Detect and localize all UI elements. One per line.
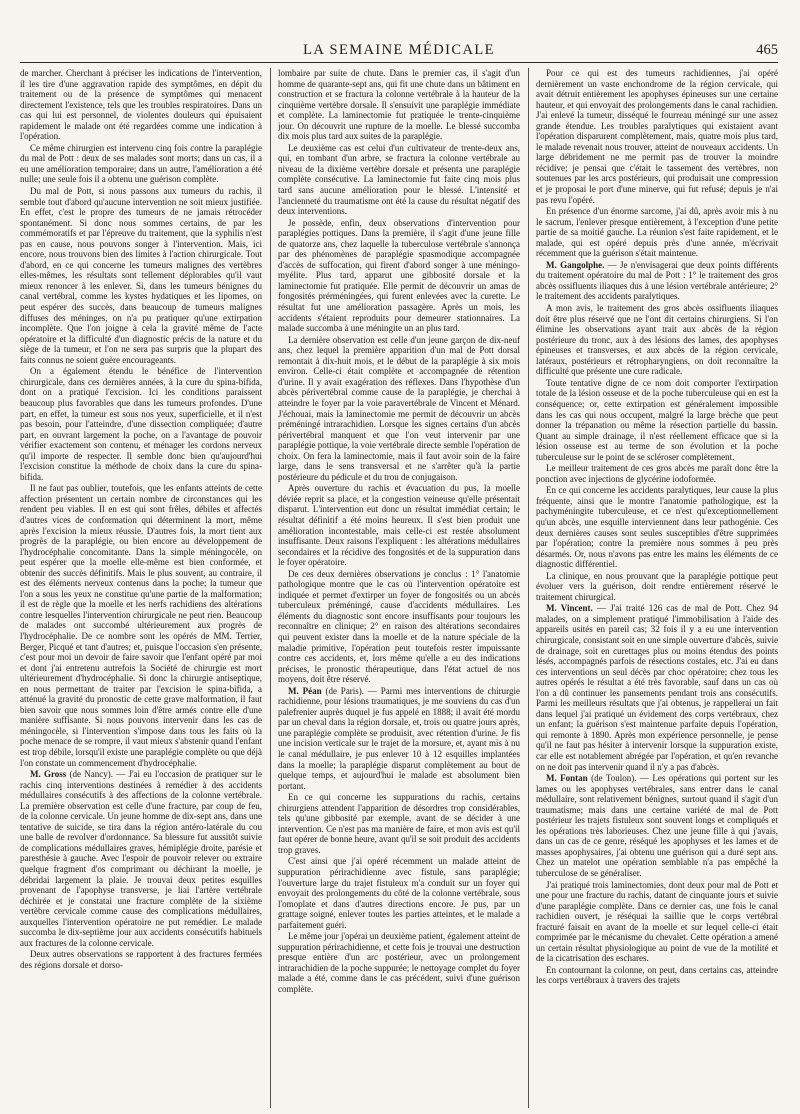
paragraph: Le meilleur traitement de ces gros abcès me paraît donc être la ponction avec injections de glycérine iodoformée.	[536, 463, 778, 484]
running-header	[20, 42, 778, 64]
paragraph: On a également étendu le bénéfice de l'intervention chirurgicale, dans ces dernières années, à la cure du spina-bifida, dont on a pratiqué l'excision. Ici les conditions paraissent beaucoup plus favorables que dans les tumeurs profondes. D'une part, en effet, la tumeur est sous nos yeux, superficielle, et il n'est pas besoin, pour l'atteindre, d'une dissection compliquée; d'autre part, en ouvrant largement la poche, on a l'avantage de pouvoir vérifier exactement son contenu, et ménager les cordons nerveux qu'il importe de respecter. Il semble donc bien qu'aujourd'hui l'excision constitue la méthode de choix dans la cure du spina-bifida.	[20, 366, 262, 482]
page-number: 465	[756, 42, 778, 58]
journal-title: LA SEMAINE MÉDICALE	[303, 42, 495, 58]
column-divider	[270, 68, 271, 1108]
speaker-text: — Je n'envisagerai que deux points différents du traitement opératoire du mal de Pott : 1° le traitement des gros abcès ossifluents iliaques dus à une lésion vertébrale antérieure; 2° le traitement des accidents paralytiques.	[536, 259, 778, 302]
speaker-text: Les opérations qui portent sur les lames ou les apophyses vertébrales, sans entrer dans le canal médullaire, sont relativement bénignes, surtout quand il s'agit d'un traumatisme; mais dans une certaine variété de mal de Pott postérieur les trajets fistuleux sont souvent longs et compliqués et les opérations très laborieuses. Chez une jeune fille à qui j'avais, dans un cas de ce genre, réséqué les apophyses et les lames et de masses apophysaires, j'ai obtenu une guérison qui a duré sept ans. Chez un matelot une opération semblable n'a pas empêché la tuberculose de se généraliser.	[536, 773, 778, 879]
paragraph: Deux autres observations se rapportent à des fractures fermées des régions dorsale et dorso-	[20, 949, 262, 970]
speaker-place: (de Nancy). —	[66, 769, 126, 780]
speaker-paragraph	[536, 603, 778, 772]
paragraph: Pour ce qui est des tumeurs rachidiennes, j'ai opéré dernièrement un vaste enchondrome de la région cervicale, qui avait détruit entièrement les apophyses épineuses sur une certaine hauteur, et qui envoyait des prolongements dans le canal rachidien. J'ai enlevé la tumeur, disséqué le fourreau méningé sur une assez grande étendue. Les troubles paralytiques qui existaient avant l'opération disparurent complètement, mais, quatre mois plus tard, le malade revenait nous trouver, atteint de nouveaux accidents. Un large débridement ne me permit pas de trouver la moindre récidive; je pensai que c'était le tassement des vertèbres, non soutenues par les arcs postérieurs, qui produisait une compression et je proposai le port d'une minerve, qui fut refusé; depuis je n'ai pas revu l'opéré.	[536, 68, 778, 205]
speaker-name: M. Fontan	[546, 773, 588, 784]
column-left	[20, 68, 262, 1108]
paragraph: lombaire par suite de chute. Dans le premier cas, il s'agit d'un homme de quarante-sept ans, qui fit une chute dans un bâtiment en construction et se fractura la colonne vertébrale à la hauteur de la cinquième vertèbre dorsale. Il s'ensuivit une paraplégie immédiate et complète. La laminectomie fut pratiquée le trente-cinquième jour. On découvrit une rupture de la moelle. Le blessé succomba dix mois plus tard aux suites de la paraplégie.	[278, 68, 520, 142]
paragraph: Il ne faut pas oublier, toutefois, que les enfants atteints de cette affection présentent un certain nombre de circonstances qui les rendent peu viables. Il en est qui sont frêles, débiles et affectés d'autres vices de conformation qui déterminent la mort, même après l'excision la mieux réussie. D'autres fois, la mort tient aux progrès de la paraplégie, ou bien encore au développement de l'hydrocéphalie concomitante. Dans la simple méningocèle, on peut espérer que la moelle elle-même est bien conformée, et obtenir des succès définitifs. Mais le plus souvent, au contraire, il est des éléments nerveux contenus dans la poche; la tumeur que l'on a sous les yeux ne constitue qu'une partie de la malformation; il est de règle que la moelle et les nerfs rachidiens des altérations contre lesquelles l'intervention chirurgicale ne peut rien. Beaucoup de malades ont succombé ultérieurement aux progrès de l'hydrocéphalie. De ce nombre sont les opérés de MM. Terrier, Berger, Picqué et tant d'autres; et, puisque l'occasion s'en présente, c'est pour moi un devoir de faire savoir que l'enfant opéré par moi et dont j'ai entretenu autrefois la Société de chirurgie est mort ultérieurement d'hydrocéphalie. Si donc la chirurgie antiseptique, en nous permettant de traiter par l'excision le spina-bifida, a atténué la gravité du pronostic de cette grave malformation, il faut bien savoir que nous sommes loin d'être armés contre elle d'une manière suffisante. Si nous pouvons intervenir dans les cas de méningocèle, si l'intervention s'impose dans tous les faits où la poche menace de se rompre, il vaut mieux s'abstenir quand l'enfant est trop débile, lorsqu'il existe une paraplégie complète ou que déjà l'on constate un commencement d'hydrocéphalie.	[20, 483, 262, 768]
speaker-text: — J'ai traité 126 cas de mal de Pott. Chez 94 malades, on a simplement pratiqué l'immobilisation à l'aide des appareils usités en pareil cas; 32 fois il y a eu une intervention chirurgicale, consistant soit en une simple ouverture d'abcès, suivie de drainage, soit en curettages plus ou moins étendus des points lésés, accompagnés parfois de résections costales, etc. J'ai eu dans ces interventions un seul décès par choc opératoire; chez tous les autres opérés le résultat a été très favorable, sauf dans un cas où l'on a dû continuer les pansements pendant trois ans consécutifs. Parmi les meilleurs résultats que j'ai obtenus, je rappellerai un fait dans lequel j'ai pratiqué un évidement des corps vertébraux, chez un enfant; la guérison s'est maintenue parfaite depuis l'opération, qui remonte à 1890. Après mon expérience personnelle, je pense qu'il ne faut pas hésiter à intervenir lorsque la suppuration existe, car elle est notablement abrégée par l'opération, et qu'en revanche on ne doit pas intervenir quand il n'y a pas d'abcès.	[536, 603, 778, 772]
paragraph: En contournant la colonne, on peut, dans certains cas, atteindre les corps vertébraux à travers des trajets	[536, 964, 778, 986]
paragraph: Le deuxième cas est celui d'un cultivateur de trente-deux ans, qui, en tombant d'un arbre, se fractura la colonne vertébrale au niveau de la dixième vertèbre dorsale et présenta une paraplégie complète consécutive. La laminectomie fut faite cinq mois plus tard sans aucune amélioration pour le blessé. L'intensité et l'ancienneté du traumatisme ont été la cause du résultat négatif des deux interventions.	[278, 142, 520, 217]
speaker-paragraph	[20, 769, 262, 948]
speaker-text: Parmi mes interventions de chirurgie rachidienne, pour lésions traumatiques, je me souviens du cas d'un palefrenier auprès duquel je fus appelé en 1888; il avait été mordu par un cheval dans la région dorsale, et, trois ou quatre jours après, une paraplégie complète se produisit, avec rétention d'urine. Je fis une incision verticale sur le trajet de la morsure, et, ayant mis à nu le canal médullaire, je pus enlever 10 à 12 esquilles implantées dans la moelle; la paraplégie disparut complètement au bout de quelque temps, et aujourd'hui le malade est absolument bien portant.	[278, 685, 520, 791]
paragraph: Ce même chirurgien est intervenu cinq fois contre la paraplégie du mal de Pott : deux de ses malades sont morts; dans un cas, il a eu une amélioration temporaire; dans un autre, l'amélioration a été nulle; une seule fois il a obtenu une guérison complète.	[20, 142, 262, 185]
paragraph: Du mal de Pott, si nous passons aux tumeurs du rachis, il semble tout d'abord qu'aucune intervention ne soit mieux justifiée. En effet, c'est le propre des tumeurs de ne jamais rétrocéder spontanément. Si donc nous sommes certains, de par les commémoratifs et par l'épreuve du traitement, que la syphilis n'est pas en cause, nous pouvons songer à l'intervention. Mais, ici encore, nous trouvons bien des limites à l'action chirurgicale. Tout d'abord, en ce qui concerne les tumeurs malignes des vertèbres elles-mêmes, les résultats sont tellement déplorables qu'il vaut mieux renoncer à les enlever. Si, dans les tumeurs bénignes du canal vertébral, comme les kystes hydatiques et les lipomes, on peut espérer des succès, dans beaucoup de tumeurs malignes diffuses des méninges, on n'a pu pratiquer qu'une extirpation incomplète. Que l'on joigne à cela la gravité même de l'acte opératoire et la difficulté d'un diagnostic précis de la nature et du siège de la tumeur, et l'on ne sera pas surpris que la plupart des faits connus ne soient guère encourageants.	[20, 186, 262, 365]
column-divider	[528, 68, 529, 1108]
column-middle	[278, 68, 520, 1108]
speaker-name: M. Péan	[288, 685, 322, 696]
paragraph: de marcher. Cherchant à préciser les indications de l'intervention, il les tire d'une aggravation rapide des symptômes, en dépit du traitement ou de la présence de symptômes qui menacent directement l'existence, tels que les troubles respiratoires. Dans un cas qui lui est personnel, de violentes douleurs qui épuisaient rapidement le malade ont été regardées comme une indication à l'opération.	[20, 68, 262, 142]
paragraph: Après ouverture du rachis et évacuation du pus, la moelle déviée reprit sa place, et la congestion veineuse qu'elle présentait disparut. L'intervention eut donc un résultat immédiat certain; le résultat définitif a été moins heureux. Il s'est bien produit une amélioration incontestable, mais celle-ci est restée absolument insuffisante. Deux raisons l'expliquent : les altérations médullaires secondaires et la récidive des fongosités et de la suppuration dans le foyer opératoire.	[278, 483, 520, 568]
header-rule	[20, 62, 778, 63]
paragraph: Le même jour j'opérai un deuxième patient, également atteint de suppuration périrachidienne, et cette fois je trouvai une destruction presque entière d'un arc postérieur, avec un prolongement intrarachidien de la poche suppurée; le nettoyage complet du foyer malade a été, comme dans le cas précédent, suivi d'une guérison complète.	[278, 931, 520, 995]
speaker-paragraph	[536, 260, 778, 302]
speaker-text: J'ai eu l'occasion de pratiquer sur le rachis cinq interventions destinées à remédier à des accidents médullaires consécutifs à des affections de la colonne vertébrale. La première observation est celle d'une fracture, par coup de feu, de la colonne cervicale. Un jeune homme de dix-sept ans, dans une tentative de suicide, se tira dans la région antéro-latérale du cou une balle de revolver d'ordonnance. Sa blessure fut aussitôt suivie de complications médullaires graves, hémiplégie droite, parésie et paresthésie à gauche. Avec l'espoir de pouvoir relever ou extraire quelque fragment d'os comprimant ou déchirant la moelle, je débridai largement la plaie. Je trouvai deux petites esquilles provenant de l'apophyse transverse, je liai l'artère vertébrale déchirée et je constatai une fracture complète de la sixième vertèbre cervicale comme cause des complications médullaires, auxquelles l'intervention opératoire ne put remédier. Le malade succomba le dix-septième jour aux accidents consécutifs habituels aux fractures de la colonne cervicale.	[20, 769, 262, 948]
paragraph: Toute tentative digne de ce nom doit comporter l'extirpation totale de la lésion osseuse et de la poche tuberculeuse qui en est la conséquence; or, cette extirpation est généralement impossible dans les cas qui nous occupent, malgré la large brèche que peut donner la trépanation ou même la résection partielle du bassin. Quant au simple drainage, il n'est réellement efficace que si la lésion osseuse est au terme de son évolution et la poche tuberculeuse sur le point de se scléroser complètement.	[536, 377, 778, 462]
paragraph: En ce qui concerne les accidents paralytiques, leur cause la plus fréquente, ainsi que le montre l'anatomie pathologique, est la pachyméningite tuberculeuse, et ce n'est qu'exceptionnellement qu'un abcès, une esquille interviennent dans leur pathogénie. Ces deux dernières causes sont seules susceptibles d'être supprimées par l'opération; contre la première nous sommes à peu près désarmés. Or, nous n'avons pas entre les mains les éléments de ce diagnostic différentiel.	[536, 485, 778, 570]
speaker-name: M. Vincent.	[546, 603, 593, 614]
paragraph: De ces deux dernières observations je conclus : 1° l'anatomie pathologique montre que le cas où l'intervention opératoire est indiquée et permet d'extirper un foyer de fongosités ou un abcès tuberculeux préméningé, cause d'accidents médullaires. Les éléments du diagnostic sont encore insuffisants pour toujours les reconnaître en clinique; 2° en raison des altérations secondaires qui peuvent exister dans la moelle et de la nature spéciale de la maladie primitive, l'opération peut toutefois rester impuissante contre ces accidents, et, lors même qu'elle a eu des indications précises, le pronostic thérapeutique, dans l'état actuel de nos moyens, doit être réservé.	[278, 568, 520, 685]
paragraph: A mon avis, le traitement des gros abcès ossifluents iliaques doit être plus réservé que ne l'ont dit certains chirurgiens. Si l'on élimine les observations ayant trait aux abcès de la région postérieure du tronc, aux à des lésions des lames, des apophyses épineuses et transverses, et aux abcès de la région cervicale, latéraux, postérieurs et rétropharyngiens, on doit reconnaître la difficulté que présente une cure radicale.	[536, 303, 778, 377]
speaker-paragraph	[536, 773, 778, 878]
speaker-name: M. Gross	[30, 769, 67, 780]
paragraph: Je possède, enfin, deux observations d'intervention pour paraplégies pottiques. Dans la première, il s'agit d'une jeune fille de quatorze ans, chez laquelle la tuberculose vertébrale s'annonça par des phénomènes de paraplégie spasmodique accompagnée d'accès de suffocation, qui firent d'abord songer à une méningo-myélite. Plus tard, apparut une gibbosité dorsale et la laminectomie fut pratiquée. Elle permit de découvrir un amas de fongosités prérméningées, qui furent enlevées avec la curette. Le résultat fut une amélioration passagère. Après un mois, les accidents s'étaient reproduits pour demeurer stationnaires. La malade succomba à une méningite un an plus tard.	[278, 217, 520, 334]
speaker-place: (de Paris). —	[321, 685, 377, 696]
article-body	[20, 68, 778, 1108]
paragraph: La clinique, en nous prouvant que la paraplégie pottique peut évoluer vers la guérison, doit rendre entièrement réservé le traitement chirurgical.	[536, 570, 778, 602]
speaker-place: (de Toulon). —	[587, 773, 649, 784]
paragraph: La dernière observation est celle d'un jeune garçon de dix-neuf ans, chez lequel la première apparition d'un mal de Pott dorsal remontait à dix-huit mois, et le début de la paraplégie à six mois environ. Celle-ci était complète et accompagnée de rétention d'urine. Il y avait exagération des réflexes. Dans l'hypothèse d'un abcès périvertébral comme cause de la paraplégie, je cherchai à atteindre le foyer par la voie paravertébrale de Vincent et Ménard. J'échouai, mais la laminectomie me permit de découvrir un abcès préméningé intrarachidien. Lorsque les signes certains d'un abcès périvertébral manquent et que l'on veut intervenir par une paraplégie pottique, la voie vertébrale directe semble l'opération de choix. On fera la laminectomie, mais il faut avoir soin de la faire large, dans le sens transversal et ne s'arrêter qu'à la partie postérieure du pédicule et du trou de conjugaison.	[278, 334, 520, 482]
speaker-paragraph	[278, 686, 520, 791]
paragraph: C'est ainsi que j'ai opéré récemment un malade atteint de suppuration périrachidienne avec fistule, sans paraplégie; l'ouverture large du trajet fistuleux m'a conduit sur un foyer qui envoyait des prolongements du côté de la colonne vertébrale, sous l'omoplate et dans d'autres directions encore. Je pus, par un grattage soigné, enlever toutes les parties atteintes, et le malade a parfaitement guéri.	[278, 856, 520, 930]
paragraph: En présence d'un énorme sarcome, j'ai dû, après avoir mis à nu le sacrum, l'enlever presque entièrement, à l'exception d'une petite partie de sa moitié gauche. La réunion s'est faite rapidement, et le malade, qui est opéré depuis près d'une année, m'écrivait récemment que la guérison s'était maintenue.	[536, 206, 778, 259]
paragraph: J'ai pratiqué trois laminectomies, dont deux pour mal de Pott et une pour une fracture du rachis, datant de cinquante jours et suivie d'une paraplégie complète. Dans ce dernier cas, une fois le canal rachidien ouvert, je réséquai la saillie que le corps vertébral fracturé faisait en avant de la moelle et sur lequel celle-ci était comprimée par le mécanisme du chevalet. Cette opération a amené un certain résultat physiologique au point de vue de la motilité et de la cicatrisation des eschares.	[536, 879, 778, 964]
column-right	[536, 68, 778, 1108]
paragraph: En ce qui concerne les suppurations du rachis, certains chirurgiens attendent l'apparition de désordres trop considérables, tels qu'une gibbosité par exemple, avant de se décider à une intervention. Ce n'est pas ma manière de faire, et mon avis est qu'il faut opérer de bonne heure, avant qu'il se soit produit des accidents trop graves.	[278, 792, 520, 855]
speaker-name: M. Gangolphe.	[546, 259, 605, 270]
